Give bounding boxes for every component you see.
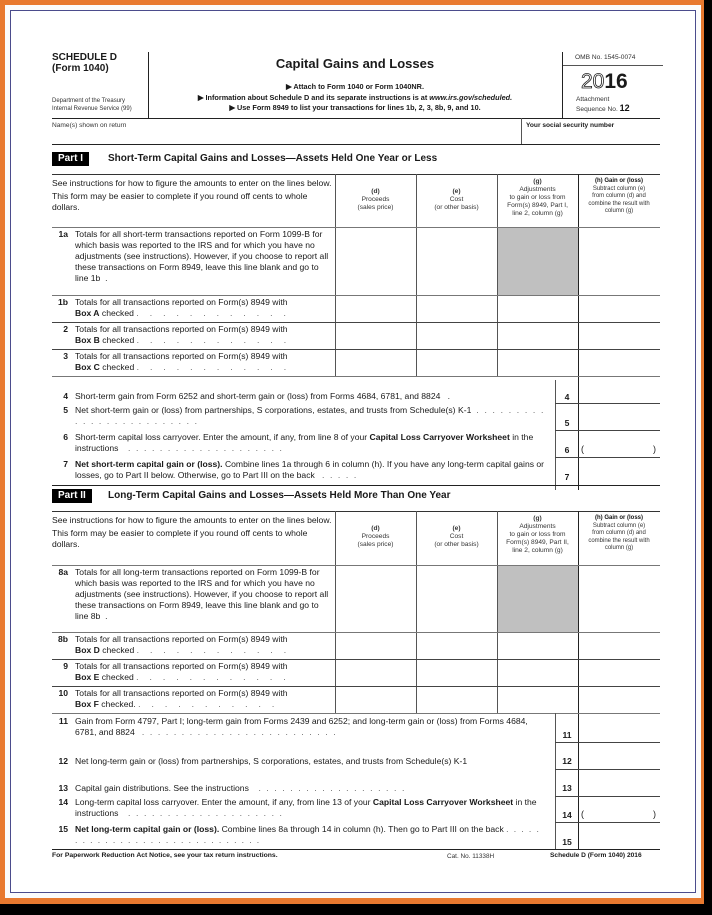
col-h-line2: from column (d) and — [592, 193, 646, 200]
line-14-text — [75, 797, 550, 819]
line-7-box-label: 7 — [564, 472, 570, 482]
part2-intro-line2: This form may be easier to complete if you round off cents to whole dollars. — [52, 528, 308, 549]
part1-intro-line1: See instructions for how to figure the amounts to enter on the lines below. — [52, 178, 332, 188]
line-2-text — [75, 324, 332, 346]
leader-dots: . . . . . . . . . . . . . . . . . . . . — [128, 443, 284, 453]
line-number: 4 — [63, 391, 68, 401]
line-9-g-input[interactable] — [498, 660, 578, 686]
line-1a-e-input[interactable] — [417, 228, 497, 295]
box-label: Box F — [75, 699, 99, 709]
line-7-h-input[interactable] — [579, 458, 660, 485]
col-g-line4: line 2, column (g) — [512, 547, 563, 554]
line-number: 12 — [58, 756, 68, 766]
paren-close: ) — [653, 444, 656, 454]
paren-open: ( — [581, 809, 584, 819]
schedule-label — [52, 52, 117, 74]
paren-close: ) — [653, 809, 656, 819]
col-g-line2: to gain or loss from — [509, 194, 566, 201]
line-number: 1a — [58, 229, 68, 239]
leader-dots: . . . . . . . . . . . . . . . . . . . . . . . . . — [141, 727, 338, 737]
line-1a-d-input[interactable] — [336, 228, 416, 295]
line-number: 8b — [57, 634, 68, 644]
line-text: Gain from Form 4797, Part I; long-term gain from Forms 2439 and 6252; and long-term gain or (loss) from Forms 4684, 6781, and 8824 — [75, 716, 528, 737]
leader-dots: . . . . . — [321, 470, 358, 480]
line-number: 2 — [63, 324, 68, 334]
box-label: Box B — [75, 335, 100, 345]
line-number: 13 — [58, 783, 68, 793]
line-10-g-input[interactable] — [498, 687, 578, 713]
line-1b-e-input[interactable] — [417, 296, 497, 322]
line-9-e-input[interactable] — [417, 660, 497, 686]
line-4-text — [75, 391, 552, 402]
year-outline: 20 — [581, 70, 605, 93]
line-13-h-input[interactable] — [579, 770, 660, 796]
agency-label — [52, 97, 132, 113]
line-2 — [52, 324, 332, 348]
line-text: Totals for all transactions reported on Form(s) 8949 with — [75, 324, 288, 334]
line-12-box-label: 12 — [562, 756, 572, 766]
col-e-title: Cost — [449, 196, 464, 203]
paperwork-notice: For Paperwork Reduction Act Notice, see your tax return instructions. — [52, 852, 278, 859]
leader-dots: . . . . . . . . . . . . . . . . . . . — [258, 783, 406, 793]
line-text: Totals for all transactions reported on Form(s) 8949 with — [75, 688, 288, 698]
line-8a-e-input[interactable] — [417, 566, 497, 632]
line-8a-shaded-g — [498, 566, 578, 632]
col-g-line3: Form(s) 8949, Part I, — [507, 202, 568, 209]
line-4-h-input[interactable] — [579, 380, 660, 403]
line-text: Combine lines 8a through 14 in column (h). Then go to Part III on the back — [219, 824, 504, 834]
line-text: Totals for all short-term transactions reported on Form 1099-B for which basis was reported to the IRS and for which you have no adjustments (see instructions). However, if you choose to report all these transactions on Form 8949, leave this line blank and go to line 1b — [75, 229, 329, 283]
form-identifier: Schedule D (Form 1040) 2016 — [550, 852, 642, 859]
line-3-d-input[interactable] — [336, 350, 416, 376]
leader-dots: . . . . . . . . . . . . . . . . . . . . . . . . . — [75, 405, 545, 426]
header-divider-left — [148, 52, 149, 118]
line-8b-g-input[interactable] — [498, 633, 578, 659]
line-1a-shaded-g — [498, 228, 578, 295]
attachment-label: Attachment — [576, 96, 610, 103]
line-10-text — [75, 688, 332, 710]
col-e-letter: (e) — [452, 525, 461, 532]
line-11-text — [75, 716, 543, 738]
line-15-text — [75, 824, 545, 846]
line-1b — [52, 297, 332, 321]
col-d-sub: (sales price) — [357, 541, 394, 548]
line-1a-h-input[interactable] — [579, 228, 660, 295]
box-label: Box A — [75, 308, 100, 318]
names-input[interactable] — [52, 130, 520, 143]
form-title: Capital Gains and Losses — [275, 56, 435, 71]
omb-number: OMB No. 1545-0074 — [575, 54, 636, 61]
part1-col-h-header — [578, 178, 660, 216]
col-h-title: (h) Gain or (loss) — [595, 178, 643, 184]
leader-dots: . — [447, 391, 450, 401]
ssn-divider — [521, 118, 522, 144]
schedule-name: SCHEDULE D — [52, 52, 118, 63]
line-text: Long-term capital loss carryover. Enter the amount, if any, from line 13 of your — [75, 797, 373, 807]
col-g-letter: (g) — [533, 515, 542, 522]
grid-line — [52, 376, 660, 377]
tax-year — [581, 71, 628, 93]
part1-col-g-header — [497, 178, 578, 218]
leader-dots: . . . . . . . . . . . . — [136, 308, 291, 318]
header-bottom-rule — [52, 118, 660, 119]
leader-dots: . — [105, 611, 108, 621]
box-label: Box D — [75, 645, 100, 655]
line-8a — [52, 567, 332, 631]
part1-col-d-header — [335, 188, 416, 212]
line-14-box-label: 14 — [562, 810, 572, 820]
leader-dots: . . . . . . . . . . . . . . . . . . . . — [128, 808, 284, 818]
line-12-h-input[interactable] — [579, 743, 660, 769]
line-6-text — [75, 432, 550, 454]
leader-dots: . . . . . . . . . . . — [138, 699, 279, 709]
col-h-line2: from column (d) and — [592, 530, 646, 537]
col-e-sub: (or other basis) — [434, 204, 479, 211]
worksheet-label: Capital Loss Carryover Worksheet — [372, 797, 514, 807]
ssn-input[interactable] — [523, 130, 660, 143]
line-text-rest: checked — [99, 362, 135, 372]
sequence-number: 12 — [619, 103, 630, 113]
info-instruction — [150, 93, 560, 104]
part1-intro — [52, 178, 332, 213]
part1-top-rule — [52, 174, 660, 175]
paren-open: ( — [581, 444, 584, 454]
leader-dots: . . . . . . . . . . . . — [136, 335, 291, 345]
line-text-rest: checked — [99, 308, 134, 318]
part1-intro-line2: This form may be easier to complete if you round off cents to whole dollars. — [52, 191, 308, 212]
col-e-sub: (or other basis) — [434, 541, 479, 548]
line-text: Net short-term gain or (loss) from partnerships, S corporations, estates, and trusts from Schedule(s) K-1 — [75, 405, 472, 415]
line-2-d-input[interactable] — [336, 323, 416, 349]
line-text-rest: checked — [99, 645, 135, 655]
line-10 — [52, 688, 332, 712]
box-label: Box E — [75, 672, 100, 682]
line-8b-e-input[interactable] — [417, 633, 497, 659]
line-9-d-input[interactable] — [336, 660, 416, 686]
names-label: Name(s) shown on return — [52, 122, 127, 129]
col-g-line2: to gain or loss from — [509, 531, 566, 538]
line-1b-h-input[interactable] — [579, 296, 660, 322]
line-3-h-input[interactable] — [579, 350, 660, 376]
line-10-d-input[interactable] — [336, 687, 416, 713]
line-13-box-label: 13 — [562, 783, 572, 793]
line-14-h-input[interactable] — [579, 797, 660, 822]
form-number: (Form 1040) — [52, 63, 109, 74]
col-h-line4: column (g) — [604, 545, 634, 552]
part2-intro-line1: See instructions for how to figure the amounts to enter on the lines below. — [52, 515, 332, 525]
line-9-text — [75, 661, 332, 683]
part2-intro — [52, 515, 332, 550]
line-number: 3 — [63, 351, 68, 361]
col-h-line3: combine the result with — [588, 537, 650, 544]
col-d-sub: (sales price) — [357, 204, 394, 211]
omb-divider — [563, 65, 663, 66]
col-d-title: Proceeds — [361, 533, 390, 540]
info-text: ▶ Information about Schedule D and its separate instructions is at — [197, 92, 430, 102]
col-g-letter: (g) — [533, 178, 542, 185]
irs-url-link[interactable]: www.irs.gov/scheduled. — [429, 92, 513, 102]
line-number: 14 — [58, 797, 68, 807]
col-h-line4: column (g) — [604, 208, 634, 215]
line-8b-h-input[interactable] — [579, 633, 660, 659]
line-text: Totals for all transactions reported on Form(s) 8949 with — [75, 634, 288, 644]
box-label: Box C — [75, 362, 100, 372]
line-11-h-input[interactable] — [579, 714, 660, 742]
part2-badge: Part II — [52, 489, 92, 503]
ssn-label: Your social security number — [526, 122, 615, 129]
line-text: Capital gain distributions. See the instructions — [75, 783, 249, 793]
line-6-box-label: 6 — [564, 445, 570, 455]
col-d-title: Proceeds — [361, 196, 390, 203]
line-9 — [52, 661, 332, 685]
attachment-sequence — [576, 96, 630, 114]
line-2-e-input[interactable] — [417, 323, 497, 349]
col-d-letter: (d) — [371, 188, 380, 195]
catalog-number: Cat. No. 11338H — [447, 853, 495, 860]
form8949-instruction: ▶ Use Form 8949 to list your transactions for lines 1b, 2, 3, 8b, 9, and 10. — [229, 103, 481, 112]
line-text: Short-term gain from Form 6252 and short-term gain or (loss) from Forms 4684, 6781, and 8824 — [75, 391, 441, 401]
line-3-e-input[interactable] — [417, 350, 497, 376]
line-number: 5 — [63, 405, 68, 415]
line-8a-d-input[interactable] — [336, 566, 416, 632]
line-text: Totals for all transactions reported on Form(s) 8949 with — [75, 351, 288, 361]
line-8b — [52, 634, 332, 658]
line-1a-text — [75, 229, 332, 284]
part2-top-rule — [52, 511, 660, 512]
line-number: 9 — [63, 661, 68, 671]
line-8b-text — [75, 634, 332, 656]
year-bold: 16 — [604, 70, 628, 93]
line-4-box-label: 4 — [564, 392, 570, 402]
col-h-line1: Subtract column (e) — [592, 522, 646, 529]
line-text: Totals for all transactions reported on Form(s) 8949 with — [75, 661, 288, 671]
line-7-text — [75, 459, 553, 481]
line-number: 1b — [57, 297, 68, 307]
line-5-h-input[interactable] — [579, 404, 660, 430]
line-8a-text — [75, 567, 332, 622]
line-text: Short-term capital loss carryover. Enter the amount, if any, from line 8 of your — [75, 432, 370, 442]
line-number: 11 — [58, 716, 68, 726]
col-d-letter: (d) — [371, 525, 380, 532]
line-bold-lead: Net long-term capital gain or (loss). — [75, 824, 220, 834]
line-text-rest: in the instructions — [75, 797, 537, 818]
ssn-bottom-rule — [52, 144, 660, 145]
irs-text: Internal Revenue Service (99) — [52, 106, 132, 112]
line-15-box-label: 15 — [562, 837, 572, 847]
attach-instruction: ▶ Attach to Form 1040 or Form 1040NR. — [286, 82, 424, 91]
part2-col-e-header — [416, 525, 497, 549]
line-text: Totals for all transactions reported on Form(s) 8949 with — [75, 297, 288, 307]
line-13-text — [75, 783, 552, 794]
line-number: 15 — [58, 824, 68, 834]
line-number: 7 — [63, 459, 68, 469]
part1-col-e-header — [416, 188, 497, 212]
col-h-line1: Subtract column (e) — [592, 185, 646, 192]
line-1b-g-input[interactable] — [498, 296, 578, 322]
line-9-h-input[interactable] — [579, 660, 660, 686]
part2-bottom-rule — [52, 849, 660, 850]
line-6-h-input[interactable] — [579, 431, 660, 457]
header-divider-right — [562, 52, 563, 118]
line-5-box-label: 5 — [564, 418, 570, 428]
line-number: 8a — [58, 567, 68, 577]
line-2-g-input[interactable] — [498, 323, 578, 349]
line-number: 6 — [63, 432, 68, 442]
part2-col-d-header — [335, 525, 416, 549]
leader-dots: . . . . . . . . . . . . . . . . . . . . . . . . . . . . . . — [75, 824, 541, 845]
line-text: Net long-term gain or (loss) from partnerships, S corporations, estates, and trusts from Schedule(s) K-1 — [75, 756, 468, 766]
line-1b-d-input[interactable] — [336, 296, 416, 322]
line-text-rest: checked — [99, 672, 134, 682]
col-g-line3: Form(s) 8949, Part II, — [506, 539, 569, 546]
leader-dots: . . . . . . . . . . . . — [136, 362, 291, 372]
line-bold-lead: Net short-term capital gain or (loss). — [75, 459, 223, 469]
line-3-g-input[interactable] — [498, 350, 578, 376]
part1-badge: Part I — [52, 152, 89, 166]
col-e-title: Cost — [449, 533, 464, 540]
part1-bottom-rule — [52, 485, 660, 486]
line-text-rest: in the instructions — [75, 432, 534, 453]
leader-dots: . — [105, 273, 108, 283]
part2-col-g-header — [497, 515, 578, 555]
line-15-h-input[interactable] — [579, 823, 660, 849]
line-number: 10 — [58, 688, 68, 698]
line-1a — [52, 229, 332, 295]
worksheet-label: Capital Loss Carryover Worksheet — [369, 432, 510, 442]
department-text: Department of the Treasury — [52, 98, 126, 104]
line-2-h-input[interactable] — [579, 323, 660, 349]
leader-dots: . . . . . . . . . . . . — [136, 645, 291, 655]
line-text: Totals for all long-term transactions reported on Form 1099-B for which basis was reported to the IRS and for which you have no adjustments (see instructions). However, if you choose to report all these transactions on Form 8949, leave this line blank and go to line 8b — [75, 567, 329, 621]
line-1b-text — [75, 297, 332, 319]
line-text: Combine lines 1a through 6 in column (h). If you have any long-term capital gains or losses, go to Part II below. Otherwise, go to Part III on the back — [75, 459, 545, 480]
part2-col-h-header — [578, 515, 660, 553]
line-11-box-label: 11 — [562, 730, 572, 740]
col-g-title: Adjustments — [519, 523, 556, 530]
col-g-line4: line 2, column (g) — [512, 210, 563, 217]
header-instructions — [150, 82, 560, 114]
line-10-e-input[interactable] — [417, 687, 497, 713]
line-text-rest: checked — [99, 335, 135, 345]
col-h-title: (h) Gain or (loss) — [595, 515, 643, 521]
line-10-h-input[interactable] — [579, 687, 660, 713]
col-h-line3: combine the result with — [588, 200, 650, 207]
line-8b-d-input[interactable] — [336, 633, 416, 659]
sequence-label: Sequence No. — [576, 106, 618, 113]
line-8a-h-input[interactable] — [579, 566, 660, 632]
line-3-text — [75, 351, 332, 373]
line-3 — [52, 351, 332, 375]
col-g-title: Adjustments — [519, 186, 556, 193]
part1-title: Short-Term Capital Gains and Losses—Assets Held One Year or Less — [108, 153, 438, 164]
col-e-letter: (e) — [452, 188, 461, 195]
line-5-text — [75, 405, 545, 427]
grid-line — [52, 713, 660, 714]
line-text-rest: checked. — [98, 699, 136, 709]
leader-dots: . . . . . . . . . . . . — [136, 672, 290, 682]
part2-title: Long-Term Capital Gains and Losses—Assets Held More Than One Year — [108, 490, 451, 501]
